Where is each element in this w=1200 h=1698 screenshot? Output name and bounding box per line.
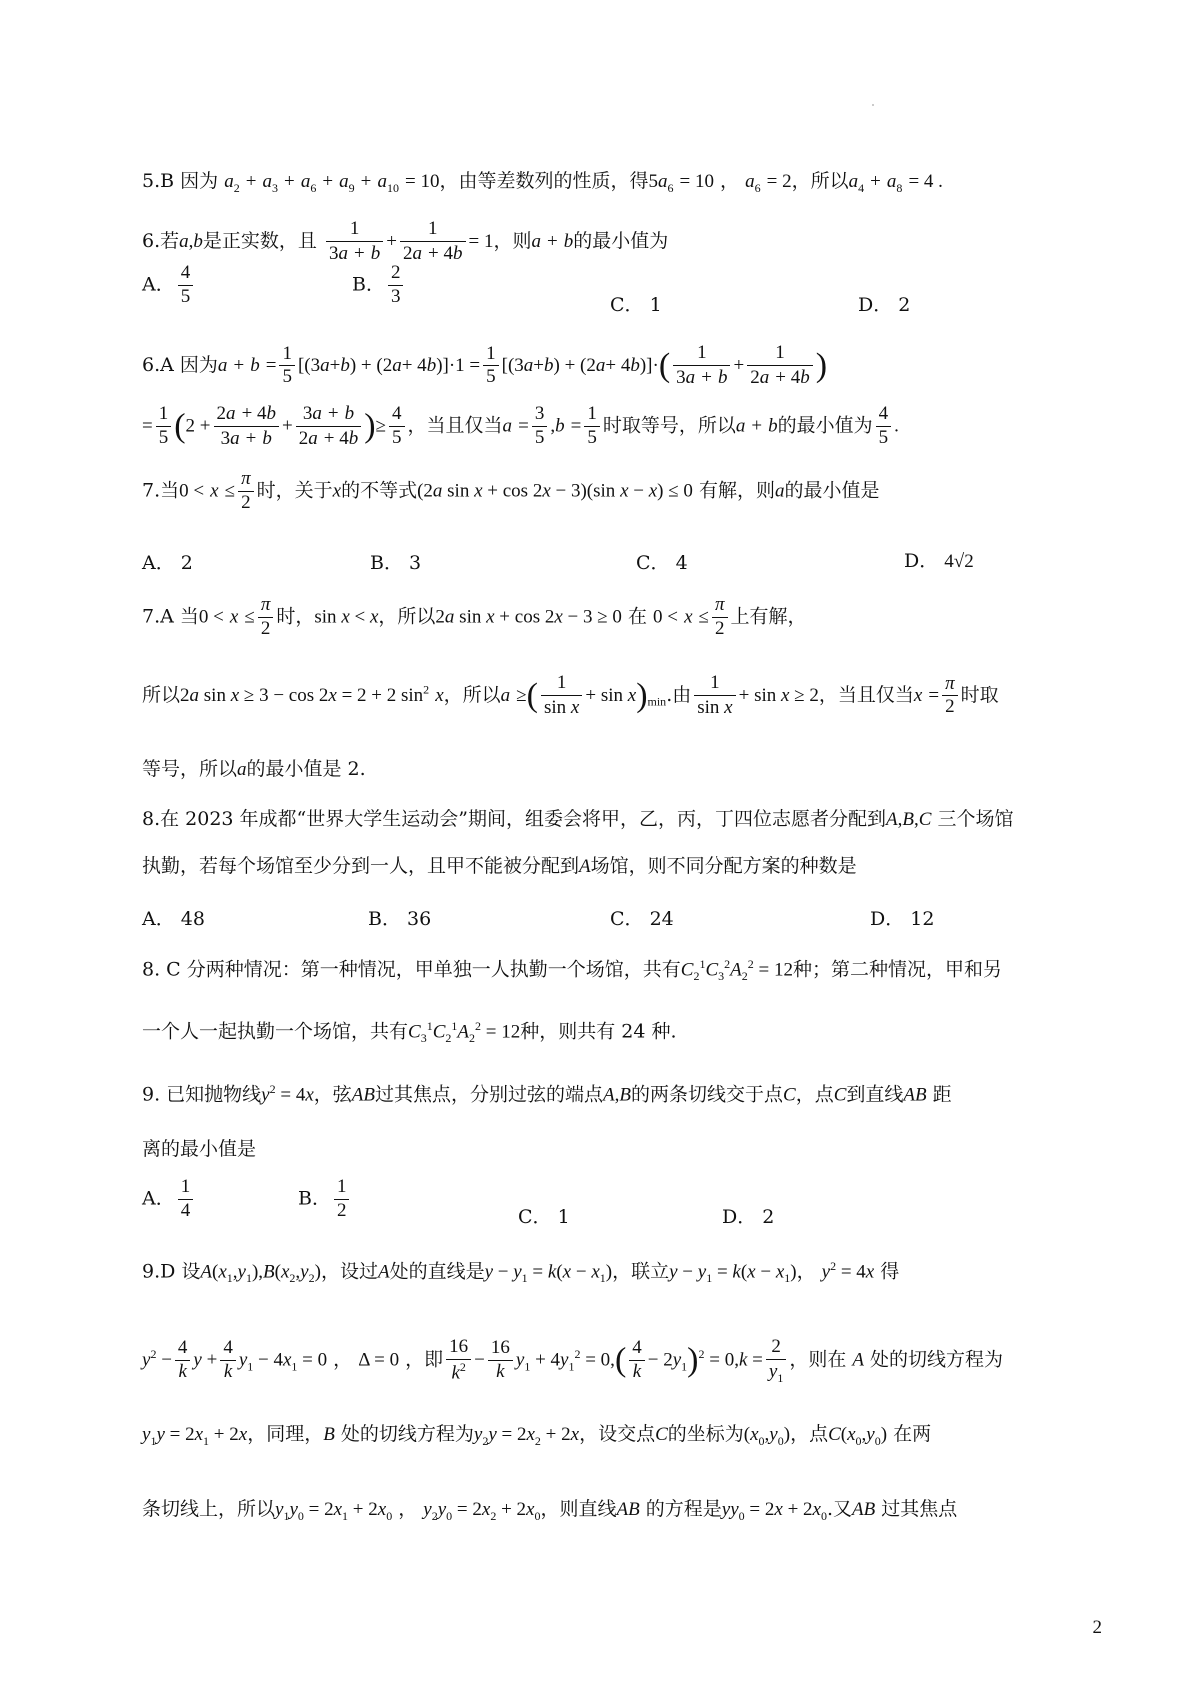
answer-9-line4: 条切线上，所以$y_1y_0 = 2x_1 + 2x_0$ ， $y_2y_0 = 2x_2 + 2x_0$，则直线AB 的方程是$yy_0 = 2x + 2x_0$.又AB 过其焦点	[142, 1498, 958, 1523]
text: 所以	[142, 683, 181, 706]
text: 得	[880, 1260, 900, 1283]
text: ，点	[790, 1423, 829, 1445]
question-8-line2: 执勤，若每个场馆至少分到一人，且甲不能被分配到A场馆，则不同分配方案的种数是	[142, 855, 857, 877]
text: 时取	[960, 683, 999, 706]
text: 6.A 因为	[142, 353, 218, 376]
text: 的最小值为	[777, 414, 873, 437]
answer-6-line1: 6.A 因为a + b = $\frac{1}{5}$ [(3a+b) + (2a+ 4b)]·1 = $\frac{1}{5}$ [(3a+b) + (2a+ 4b)]·( $\frac{1}{3a + b}$ + $\frac{1}{2a + 4b}$ )	[142, 342, 828, 388]
option-9d: D． 2	[722, 1206, 775, 1228]
text: 上有解，	[730, 605, 807, 628]
text: 9. 已知抛物线	[142, 1083, 262, 1106]
answer-5: 5.B 因为 $a_2 + a_3 + a_6 + a_9 + a_{10} = 10$，由等差数列的性质，得$5a_6 = 10$ ， $a_6 = 2$，所以$a_4 + a_8 = 4$ .	[142, 170, 943, 195]
text: 执勤，若每个场馆至少分到一人，且甲不能被分配到	[142, 855, 580, 877]
answer-9-line3: $y_1y = 2x_1 + 2x$，同理，B 处的切线方程为$y_2y = 2x_2 + 2x$，设交点C的坐标为$(x_0,y_0)$，点$C(x_0,y_0)$ 在两	[142, 1423, 932, 1448]
answer-6-line2: = $\frac{1}{5}$ (2 + $\frac{2a + 4b}{3a + b}$ + $\frac{3a + b}{2a + 4b}$ )≥ $\frac{4}{5}$ ，当且仅当a = $\frac{3}{5}$ ,b = $\frac{1}{5}$ 时取等号，所以a + b的最小值为 $\frac{4}{5}$ .	[142, 403, 899, 449]
text: 的最小值是 2.	[246, 758, 366, 780]
text: ，则在	[789, 1348, 847, 1371]
option-9a: A． $\frac{1}{4}$	[142, 1176, 196, 1223]
text: 场馆，则不同分配方案的种数是	[590, 855, 857, 877]
option-9b: B． $\frac{1}{2}$	[298, 1176, 352, 1223]
text: 一个人一起执勤一个场馆，共有	[142, 1020, 409, 1043]
text: 的方程是	[645, 1498, 722, 1520]
text: 处的切线方程为	[340, 1423, 474, 1445]
scan-dot	[872, 104, 874, 106]
text: 在	[627, 605, 647, 628]
text: 9.D 设	[142, 1260, 201, 1283]
question-9-line2	[142, 1140, 256, 1159]
text: 8.在 2023 年成都“世界大学生运动会”期间，组委会将甲，乙，丙，丁四位志愿者分配到	[142, 808, 886, 830]
option-7d: D． 4√2	[904, 550, 974, 572]
answer-8-line2: 一个人一起执勤一个场馆，共有$C_3^1C_2^1A_2^2 = 12$种，则共有 24 种.	[142, 1019, 677, 1046]
text: 时，	[276, 605, 315, 628]
text: ，所以	[791, 170, 849, 192]
text: ，由等差数列的性质，得	[439, 170, 649, 192]
text: 5.B 因为	[142, 170, 219, 192]
option-6b: B． $\frac{2}{3}$	[352, 262, 406, 309]
option-7a: A． 2	[142, 552, 193, 574]
text: .又	[826, 1498, 853, 1520]
text: .由	[666, 683, 692, 706]
option-8c: C． 24	[610, 908, 674, 930]
answer-7-line3: 等号，所以a的最小值是 2.	[142, 758, 366, 780]
text: ，设交点	[579, 1423, 656, 1445]
text: 的坐标为	[667, 1423, 744, 1445]
text: 处的直线是	[389, 1260, 485, 1283]
text: ，所以	[378, 605, 436, 628]
option-9c: C． 1	[518, 1206, 570, 1228]
text: ，设过	[320, 1260, 378, 1283]
option-6a: A． $\frac{4}{5}$	[142, 262, 196, 309]
text: 的两条切线交于点	[630, 1083, 783, 1106]
answer-9-line1: 9.D 设$A(x_1,y_1),B(x_2,y_2)$，设过A处的直线是$y - y_1 = k(x - x_1)$，联立$y - y_1 = k(x - x_1)$， $y^2 = 4x$ 得	[142, 1259, 900, 1286]
answer-7-line2: 所以2a sin x ≥ 3 − cos 2x = 2 + 2 $\sin^2 x$，所以a ≥( $\frac{1}{\text{sin x}}$ + $\sin x)_{min}$.由 $\frac{1}{\text{sin x}}$ + sin x ≥ 2，当且仅当x = $\frac{\pi}{2}$ 时取	[142, 672, 999, 718]
text: 过其焦点	[881, 1498, 958, 1520]
question-7: 7.当0 < x ≤ $\frac{\pi}{2}$ 时，关于x的不等式(2a sin x + cos 2x − 3)(sin x − x) ≤ 0 有解，则a的最小值是	[142, 468, 880, 513]
option-7b: B． 3	[370, 552, 422, 574]
text: ，联立	[612, 1260, 670, 1283]
text: 等号，所以	[142, 758, 238, 780]
option-6c: C． 1	[610, 294, 662, 316]
answer-7-line1: 7.A 当0 < x ≤ $\frac{\pi}{2}$ 时，sin x < x，所以2a sin x + cos 2x − 3 ≥ 0 在 0 < x ≤ $\frac{\pi}{2}$ 上有解，	[142, 594, 807, 639]
question-9-line1: 9. 已知抛物线$y^2 = 4x$，弦AB过其焦点，分别过弦的端点A,B的两条切线交于点C，点C到直线AB 距	[142, 1082, 952, 1106]
text: 条切线上，所以	[142, 1498, 276, 1520]
answer-8-line1: 8. C 分两种情况：第一种情况，甲单独一人执勤一个场馆，共有$C_2^1C_3^2A_2^2 = 12$种；第二种情况，甲和另	[142, 957, 1002, 984]
text: ，所以	[443, 683, 501, 706]
text: 在两	[893, 1423, 932, 1445]
text: 8. C 分两种情况：第一种情况，甲单独一人执勤一个场馆，共有	[142, 958, 681, 981]
text: 到直线	[846, 1083, 904, 1106]
text: ，点	[795, 1083, 834, 1106]
text: ，则	[493, 229, 532, 252]
option-7c: C． 4	[636, 552, 688, 574]
text: ，弦	[313, 1083, 352, 1106]
text: 离的最小值是	[142, 1138, 257, 1160]
answer-9-line2: $y^2$ − $\frac{4}{k}$ y + $\frac{4}{k}$ $y_1 - 4x_1 = 0$ ， Δ = 0 ，即 $\frac{16}{k^2}$ − $\frac{16}{k}$ $y_1 + 4y_1^2 = 0$,( $\frac{4}{k}$ − $2y_1)^2 = 0,k$ = $\frac{2}{y_1}$ ，则在 A 处的切线方程为	[142, 1336, 1004, 1385]
text: 有解，则	[698, 479, 775, 502]
question-8-line1: 8.在 2023 年成都“世界大学生运动会”期间，组委会将甲，乙，丙，丁四位志愿者分配到A,B,C 三个场馆	[142, 808, 1014, 830]
text: 时取等号，所以	[602, 414, 736, 437]
text: 7.A 当	[142, 605, 199, 628]
page-number: 2	[1092, 1617, 1102, 1638]
text: ，当且仅当	[818, 683, 914, 706]
option-8a: A． 48	[142, 908, 205, 930]
text: ，当且仅当	[407, 414, 503, 437]
text: 的最小值是	[784, 479, 880, 502]
text: 处的切线方程为	[870, 1348, 1004, 1371]
text: 是正实数，且	[202, 229, 317, 252]
option-8d: D． 12	[870, 908, 935, 930]
question-6: 6.若a,b是正实数，且 $\frac{1}{3a + b}$ + $\frac{1}{2a + 4b}$ = 1，则a + b的最小值为	[142, 218, 669, 264]
text: 种；第二种情况，甲和另	[792, 958, 1002, 981]
text: 的最小值为	[573, 229, 669, 252]
text: ，则直线	[540, 1498, 617, 1520]
text: 7.当	[142, 479, 180, 502]
option-8b: B． 36	[368, 908, 432, 930]
text: 种，则共有 24 种.	[520, 1020, 677, 1043]
text: 过其焦点，分别过弦的端点	[375, 1083, 604, 1106]
text: 三个场馆	[937, 808, 1014, 830]
text: ，同理，	[247, 1423, 324, 1445]
option-6d: D． 2	[858, 294, 911, 316]
text: 的不等式	[341, 479, 418, 502]
text: 6.若	[142, 229, 180, 252]
text: 时，关于	[256, 479, 333, 502]
text: 距	[932, 1083, 952, 1106]
